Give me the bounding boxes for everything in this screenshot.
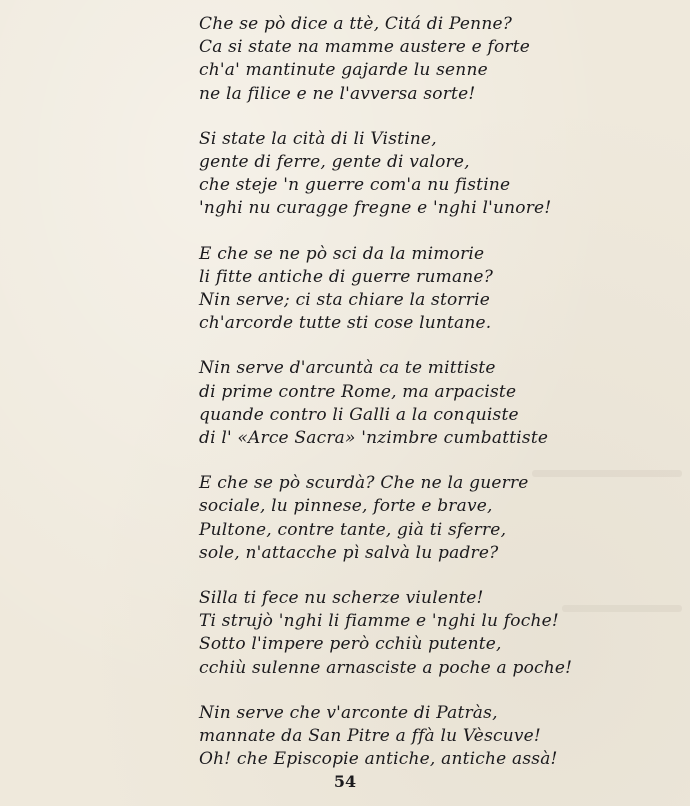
poem-line: di prime contre Rome, ma arpaciste	[199, 381, 517, 402]
poem-text	[199, 13, 639, 793]
poem-line: Pultone, contre tante, già ti sferre,	[199, 519, 507, 540]
poem-line: Oh! che Episcopie antiche, antiche assà!	[199, 749, 558, 770]
stanza	[199, 13, 639, 106]
poem-line: Silla ti fece nu scherze viulente!	[199, 588, 484, 609]
poem-line: sole, n'attacche pì salvà lu padre?	[199, 542, 499, 563]
poem-line: Ca si state na mamme austere e forte	[199, 37, 531, 58]
stanza	[199, 472, 639, 565]
poem-line: E che se ne pò sci da la mimorie	[199, 243, 485, 264]
poem-line: sociale, lu pinnese, forte e brave,	[199, 496, 493, 517]
stanza	[199, 702, 639, 772]
poem-line: di l' «Arce Sacra» 'nzimbre cumbattiste	[199, 428, 549, 449]
stanza	[199, 128, 639, 221]
poem-line: mannate da San Pitre a ffà lu Vèscuve!	[199, 726, 541, 747]
page-number: 54	[333, 772, 357, 791]
stanza	[199, 357, 639, 450]
poem-line: 'nghi nu curagge fregne e 'nghi l'unore!	[199, 198, 552, 219]
poem-line: ne la filice e ne l'avversa sorte!	[199, 83, 476, 104]
poem-line: li fitte antiche di guerre rumane?	[199, 266, 494, 287]
poem-line: Che se pò dice a ttè, Citá di Penne?	[199, 14, 513, 34]
stanza	[199, 243, 639, 336]
poem-line: Nin serve che v'arconte di Patràs,	[199, 702, 498, 723]
poem-line: Nin serve; ci sta chiare la storrie	[199, 290, 490, 311]
poem-line: Ti strujò 'nghi li fiamme e 'nghi lu foche!	[199, 611, 559, 632]
poem-line: E che se pò scurdà? Che ne la guerre	[199, 473, 529, 494]
poem-line: quande contro li Galli a la conquiste	[199, 404, 519, 425]
poem-line: Si state la cità di li Vistine,	[199, 128, 437, 149]
poem-line: ch'a' mantinute gajarde lu senne	[199, 60, 488, 81]
poem-line: ch'arcorde tutte sti cose luntane.	[199, 313, 492, 334]
poem-line: Sotto l'impere però cchiù putente,	[199, 634, 502, 655]
poem-line: Nin serve d'arcuntà ca te mittiste	[199, 358, 496, 379]
poem-line: gente di ferre, gente di valore,	[199, 152, 470, 173]
poem-line: che steje 'n guerre com'a nu fistine	[199, 175, 511, 196]
poem-line: cchiù sulenne arnasciste a poche a poche!	[199, 657, 573, 678]
stanza	[199, 587, 639, 680]
